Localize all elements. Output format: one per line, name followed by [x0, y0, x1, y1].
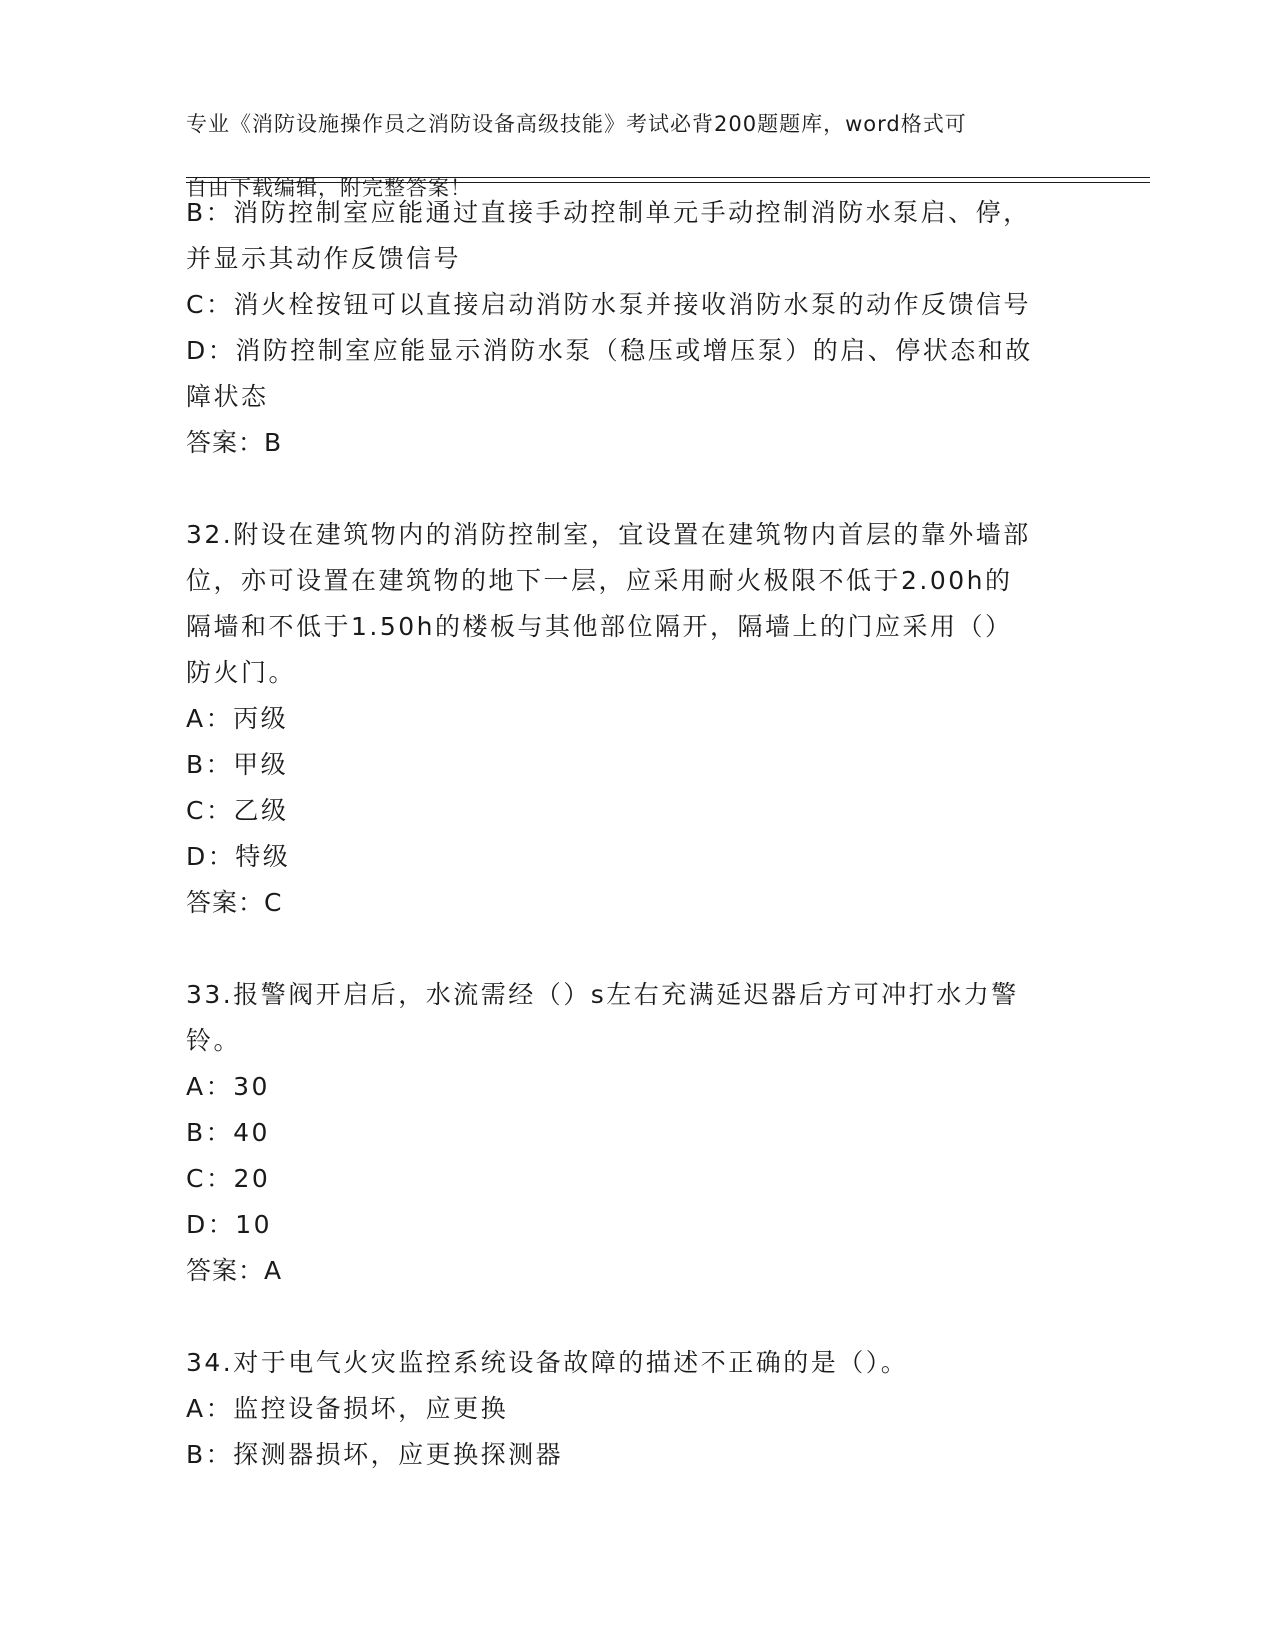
option-a: A：丙级	[186, 704, 289, 733]
option-c: C：20	[186, 1164, 271, 1193]
header-line-1: 专业《消防设施操作员之消防设备高级技能》考试必背200题题库，word格式可	[186, 112, 967, 136]
option-b: B：40	[186, 1118, 270, 1147]
answer: 答案：B	[186, 428, 283, 457]
header-divider-bottom	[186, 182, 1150, 183]
answer: 答案：A	[186, 1256, 283, 1285]
question-stem: 33.报警阀开启后，水流需经（）s左右充满延迟器后方可冲打水力警	[186, 980, 1019, 1009]
question-32	[186, 512, 1086, 926]
question-stem-continued: 隔墙和不低于1.50h的楼板与其他部位隔开，隔墙上的门应采用（）	[186, 612, 1013, 641]
option-d: D：特级	[186, 842, 291, 871]
header-line-2: 自由下载编辑，附完整答案！	[186, 176, 472, 200]
question-31-tail	[186, 190, 1086, 466]
question-stem-continued: 位，亦可设置在建筑物的地下一层，应采用耐火极限不低于2.00h的	[186, 566, 1013, 595]
question-stem: 32.附设在建筑物内的消防控制室，宜设置在建筑物内首层的靠外墙部	[186, 520, 1031, 549]
option-c: C：消火栓按钮可以直接启动消防水泵并接收消防水泵的动作反馈信号	[186, 290, 1031, 319]
option-d: D：10	[186, 1210, 273, 1239]
answer: 答案：C	[186, 888, 283, 917]
question-stem-continued: 防火门。	[186, 658, 297, 687]
question-33	[186, 972, 1086, 1294]
header-divider-top	[186, 177, 1150, 178]
question-34	[186, 1340, 1086, 1478]
question-stem: 34.对于电气火灾监控系统设备故障的描述不正确的是（）。	[186, 1348, 909, 1377]
option-d: D：消防控制室应能显示消防水泵（稳压或增压泵）的启、停状态和故	[186, 336, 1033, 365]
option-d-continued: 障状态	[186, 382, 269, 411]
option-b-continued: 并显示其动作反馈信号	[186, 244, 462, 273]
option-b: B：甲级	[186, 750, 289, 779]
question-stem-continued: 铃。	[186, 1026, 242, 1055]
option-c: C：乙级	[186, 796, 289, 825]
option-b: B：探测器损坏，应更换探测器	[186, 1440, 564, 1469]
option-b: B：消防控制室应能通过直接手动控制单元手动控制消防水泵启、停，	[186, 198, 1031, 227]
question-content	[186, 190, 1086, 1478]
option-a: A：监控设备损坏，应更换	[186, 1394, 509, 1423]
option-a: A：30	[186, 1072, 270, 1101]
